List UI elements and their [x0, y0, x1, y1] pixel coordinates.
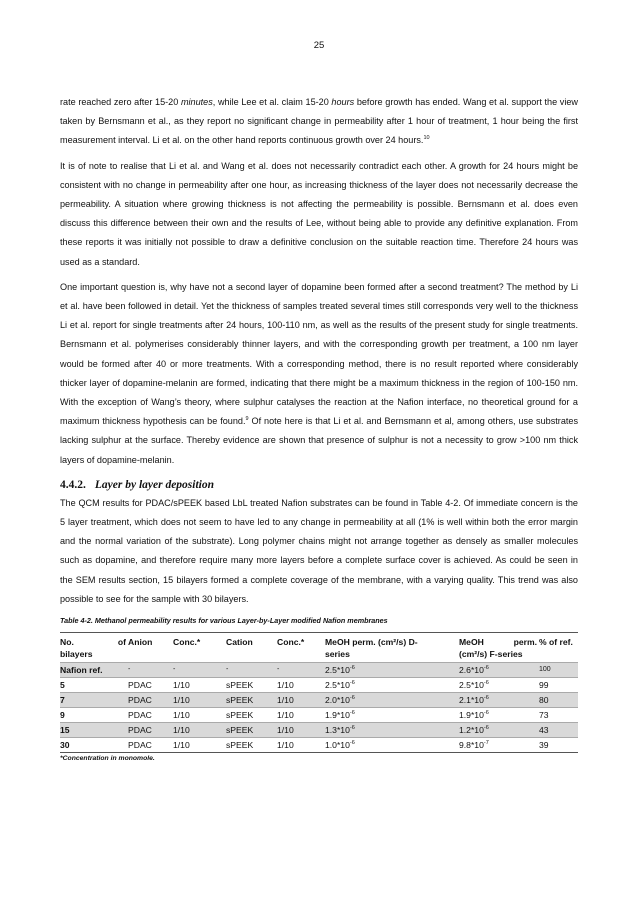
text-run: , while Lee et al. claim 15-20: [212, 97, 332, 107]
results-table: [60, 632, 578, 753]
column-header-anion-conc: Conc.*: [173, 633, 226, 663]
column-header-bilayers: No. of bilayers: [60, 633, 128, 663]
section-title: Layer by layer deposition: [94, 478, 215, 491]
body-text: [60, 93, 578, 765]
table-caption: Table 4-2. Methanol permeability results for various Layer-by-Layer modified Nafion membranes: [60, 616, 388, 626]
text-run-italic: hours: [331, 97, 355, 107]
text-run: Of note here is that Li et al. and Bernsmann et al, among others, use substrates lacking sulphur at the surface. Thereby evidence are shown that presence of sulphur is not a necessity to grow >100 nm thick layers of dopamine-melanin.: [60, 416, 579, 465]
column-header-cation: Cation: [226, 633, 277, 663]
paragraph-2: It is of note to realise that Li et al. and Wang et al. does not necessarily contradict each other. A growth for 24 hours might be consistent with no change in permeability after one hour, as increasing thickness of the layer does not necessarily decrease the permeability. A situation where growing thickness is not affecting the permeability is possible. Bernsmann et al. does even discuss this difference between their own and the results of Lee, without being able to provide any definitive explanation. From these reports it was initially not possible to draw a definitive conclusion on the suitable reaction time. Therefore 24 hours was used as a standard.: [60, 160, 578, 267]
table-row: 5 PDAC 1/10 sPEEK 1/10 $2.5*10^{-6}$ $2.5*10^{-6}$ 99: [60, 678, 578, 693]
table-row: 9 PDAC 1/10 sPEEK 1/10 $1.9*10^{-6}$ $1.9*10^{-6}$ 73: [60, 708, 578, 723]
table-footnote: *Concentration in monomole.: [60, 755, 155, 763]
table-row: 7 PDAC 1/10 sPEEK 1/10 $2.0*10^{-6}$ $2.1*10^{-6}$ 80: [60, 693, 578, 708]
section-heading: [60, 476, 578, 494]
section-number: 4.4.2.: [60, 478, 86, 491]
text-run-italic: minutes: [180, 97, 213, 107]
column-header-cation-conc: Conc.*: [277, 633, 325, 663]
text-run: One important question is, why have not a second layer of dopamine been formed after a second treatment? The method by Li et al. have been followed in detail. Yet the thickness of samples treated several times still corresponds very well to the thickness Li et al. report for single treatments after 24 hours, 100-110 nm, as well as the results of the present study for single treatments. Bernsmann et al. polymerises considerably thinner layers, and with the corresponding growth per treatment, a 100 nm layer would be formed after 40 or more treatments. With a corresponding method, there is no result reported where considerably thicker layer of dopamine-melanin are formed, indicating that there might be a maximum thickness in the region of 100-150 nm. With the exception of Wang’s theory, where sulphur catalyses the reaction at the Nafion interface, no theoretical ground for a maximum thickness hypothesis can be found.: [60, 281, 578, 427]
table-header-row: [60, 633, 578, 663]
citation-ref: 9: [245, 416, 249, 423]
paragraph-3: [60, 278, 578, 470]
text-run: rate reached zero after 15-20: [60, 97, 181, 107]
citation-ref: 10: [423, 135, 430, 142]
paragraph-1: [60, 93, 578, 151]
page-number: 25: [313, 40, 325, 51]
table-row: 15 PDAC 1/10 sPEEK 1/10 $1.3*10^{-6}$ $1.2*10^{-6}$ 43: [60, 723, 578, 738]
column-header-anion: Anion: [128, 633, 173, 663]
text-run: before growth has ended. Wang et al. support the view taken by Bernsmann et al., as they report no significant change in permeability after 1 hour of treatment, 1 hour being the first measurement interval. Li et al. on the other hand reports continuous growth over 24 hours.: [60, 97, 579, 146]
table-row: 30 PDAC 1/10 sPEEK 1/10 $1.0*10^{-6}$ $9.8*10^{-7}$ 39: [60, 738, 578, 753]
table-row: Nafion ref. - - - - $2.5*10^{-6}$ $2.6*10^{-6}$ 100: [60, 663, 578, 678]
paragraph-4: The QCM results for PDAC/sPEEK based LbL treated Nafion substrates can be found in Table 4-2. Of immediate concern is the 5 layer treatment, which does not seem to have led to any change in permeability at all (1% is well within both the error margin and the normal variation of the substrate). Long polymer chains might not arrange together as densely as smaller molecules such as dopamine, and therefore require many more layers before a complete surface cover is achieved. As could be seen in the SEM results section, 15 bilayers formed a complete coverage of the membrane, with a varying quality. This trend was also possible to see for the sample with 30 bilayers.: [60, 497, 578, 604]
column-header-f-series: MeOH perm. (cm²/s) F-series: [459, 633, 539, 663]
column-header-d-series: MeOH perm. (cm²/s) D- series: [325, 633, 459, 663]
column-header-percent-ref: % of ref.: [539, 633, 578, 663]
